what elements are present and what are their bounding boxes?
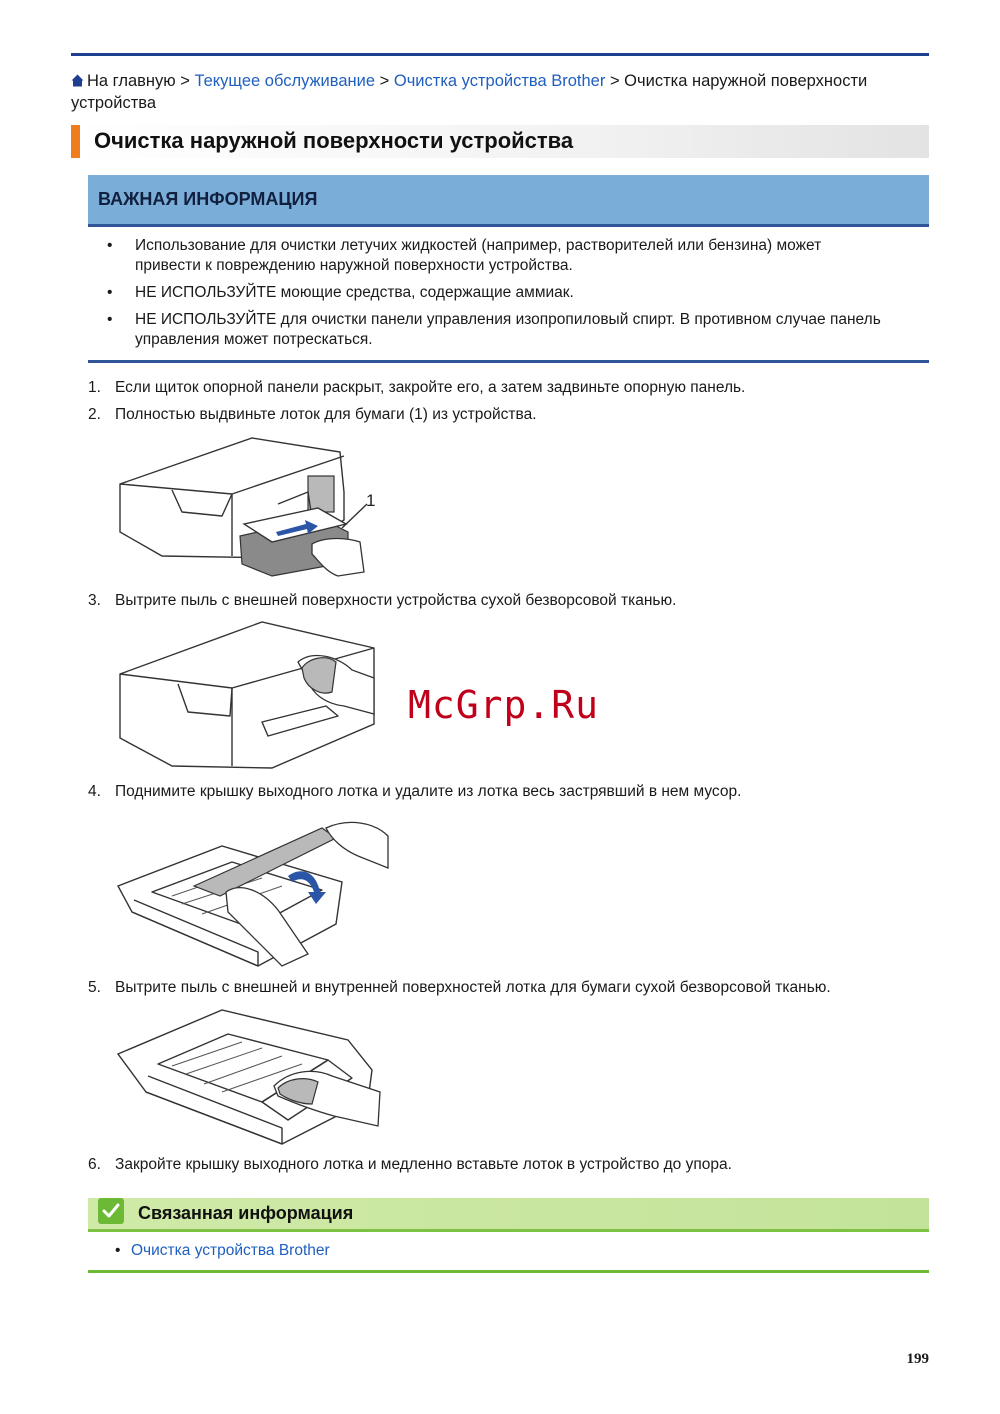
watermark: McGrp.Ru: [408, 683, 600, 727]
related-list: [88, 1242, 330, 1260]
step-text: Вытрите пыль с внешней и внутренней поверхностей лотка для бумаги сухой безворсовой тканью.: [115, 979, 831, 996]
step-5: [88, 978, 831, 998]
checkmark-icon: [98, 1198, 124, 1224]
breadcrumb-separator: >: [375, 72, 394, 90]
step-number: 1.: [88, 379, 101, 396]
step-text: Если щиток опорной панели раскрыт, закройте его, а затем задвиньте опорную панель.: [115, 379, 746, 396]
breadcrumb-link-maintenance[interactable]: Текущее обслуживание: [194, 72, 376, 90]
step-text: Полностью выдвиньте лоток для бумаги (1) из устройства.: [115, 406, 537, 423]
step-6: [88, 1155, 732, 1175]
figure-lift-cover: [112, 816, 392, 972]
top-rule: [71, 53, 929, 56]
page-title: Очистка наружной поверхности устройства: [94, 128, 574, 153]
home-icon[interactable]: [71, 74, 84, 87]
step-text: Закройте крышку выходного лотка и медленно вставьте лоток в устройство до упора.: [115, 1156, 732, 1173]
related-info-bar: [88, 1198, 929, 1232]
step-1: [88, 378, 745, 398]
page-title-bar: [71, 125, 929, 158]
step-number: 4.: [88, 783, 101, 800]
page-number: 199: [906, 1351, 929, 1367]
important-item: • НЕ ИСПОЛЬЗУЙТЕ моющие средства, содержащие аммиак.: [88, 283, 888, 303]
figure-wipe-printer: [112, 618, 382, 776]
breadcrumb-separator: >: [175, 72, 195, 90]
breadcrumb-current: Очистка наружной поверхности устройства: [71, 72, 868, 112]
related-link-cleaning[interactable]: Очистка устройства Brother: [131, 1242, 330, 1259]
step-number: 2.: [88, 406, 101, 423]
related-rule: [88, 1270, 929, 1273]
breadcrumb-link-cleaning[interactable]: Очистка устройства Brother: [393, 72, 606, 90]
figure-callout: 1: [366, 491, 376, 510]
step-text: Поднимите крышку выходного лотка и удалите из лотка весь застрявший в нем мусор.: [115, 783, 742, 800]
title-accent: [71, 125, 80, 158]
step-number: 5.: [88, 979, 101, 996]
important-list: [88, 236, 888, 357]
step-number: 6.: [88, 1156, 101, 1173]
step-4: [88, 782, 741, 802]
breadcrumb-separator: >: [605, 72, 625, 90]
step-number: 3.: [88, 592, 101, 609]
related-item: [88, 1242, 330, 1260]
step-2: [88, 405, 537, 425]
important-rule: [88, 360, 929, 363]
important-item: • НЕ ИСПОЛЬЗУЙТЕ для очистки панели управления изопропиловый спирт. В противном случае панель управления может потрескаться.: [88, 310, 888, 350]
figure-pull-out-tray: [112, 432, 392, 580]
breadcrumb: [71, 70, 929, 114]
important-heading-bar: [88, 175, 929, 227]
important-heading: ВАЖНАЯ ИНФОРМАЦИЯ: [98, 189, 318, 209]
figure-wipe-tray: [112, 1004, 387, 1150]
related-heading: Связанная информация: [138, 1203, 354, 1223]
step-text: Вытрите пыль с внешней поверхности устройства сухой безворсовой тканью.: [115, 592, 677, 609]
step-3: [88, 591, 676, 611]
important-item: • Использование для очистки летучих жидкостей (например, растворителей или бензина) может привести к повреждению наружной поверхности устройства.: [88, 236, 888, 276]
breadcrumb-home[interactable]: На главную: [87, 72, 176, 90]
